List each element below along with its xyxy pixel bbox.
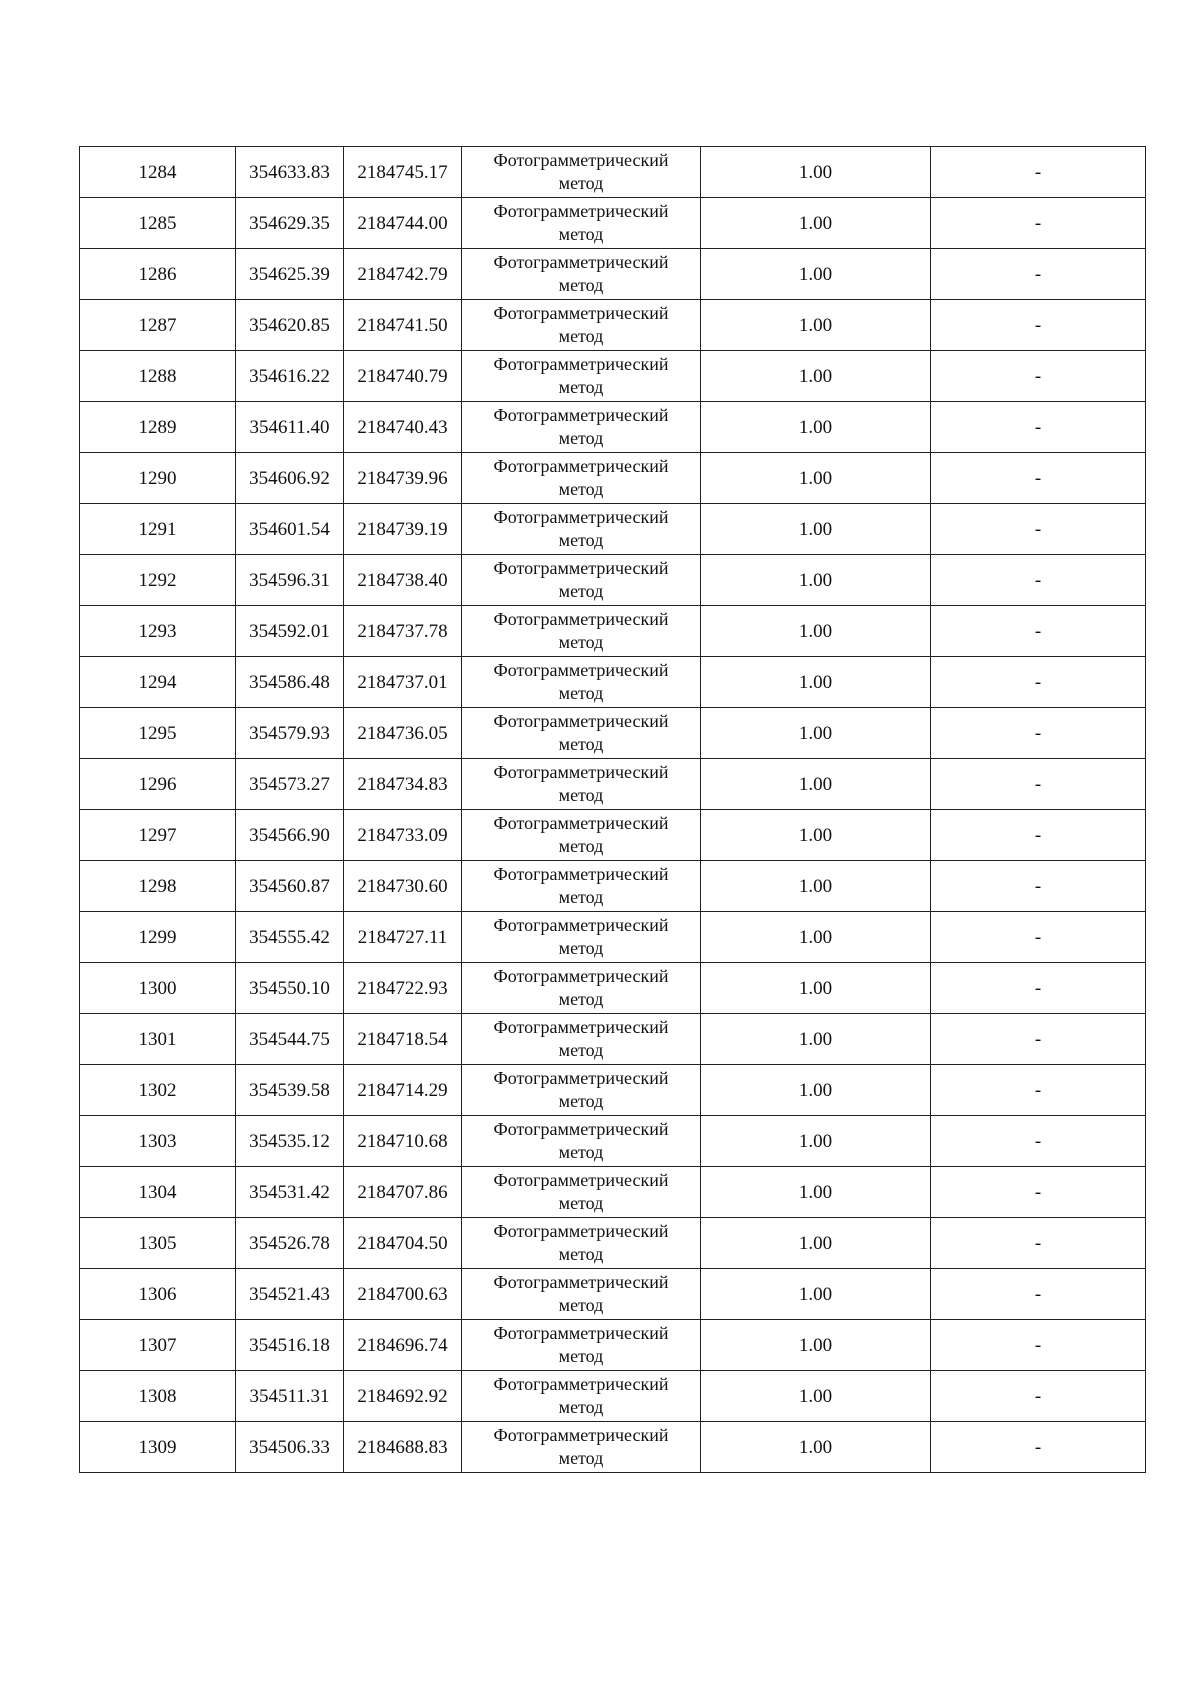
x-coordinate-cell: 354526.78	[236, 1218, 344, 1269]
method-cell	[462, 963, 701, 1014]
point-number-cell: 1305	[80, 1218, 236, 1269]
y-coordinate-cell: 2184707.86	[344, 1167, 462, 1218]
method-label-line2: метод	[558, 734, 604, 754]
x-coordinate-cell: 354560.87	[236, 861, 344, 912]
method-label-line2: метод	[558, 1040, 604, 1060]
accuracy-cell: 1.00	[701, 1422, 931, 1473]
point-number-cell: 1287	[80, 300, 236, 351]
y-coordinate-cell: 2184727.11	[344, 912, 462, 963]
table-row	[80, 606, 1146, 657]
point-number-cell: 1291	[80, 504, 236, 555]
method-cell	[462, 1167, 701, 1218]
note-cell: -	[931, 1167, 1146, 1218]
point-number-cell: 1289	[80, 402, 236, 453]
method-label-line1: Фотограмметрический	[493, 1017, 669, 1037]
method-label-line1: Фотограмметрический	[493, 762, 669, 782]
method-label-line1: Фотограмметрический	[493, 966, 669, 986]
method-label-line1: Фотограмметрический	[493, 1374, 669, 1394]
note-cell: -	[931, 198, 1146, 249]
method-label-line2: метод	[558, 581, 604, 601]
y-coordinate-cell: 2184739.19	[344, 504, 462, 555]
accuracy-cell: 1.00	[701, 300, 931, 351]
method-label-line2: метод	[558, 683, 604, 703]
method-label-line1: Фотограмметрический	[493, 456, 669, 476]
table-row	[80, 453, 1146, 504]
accuracy-cell: 1.00	[701, 1269, 931, 1320]
accuracy-cell: 1.00	[701, 147, 931, 198]
method-cell	[462, 249, 701, 300]
point-number-cell: 1308	[80, 1371, 236, 1422]
method-cell	[462, 1371, 701, 1422]
method-label-line1: Фотограмметрический	[493, 1323, 669, 1343]
method-label-line1: Фотограмметрический	[493, 1221, 669, 1241]
y-coordinate-cell: 2184739.96	[344, 453, 462, 504]
table-row	[80, 912, 1146, 963]
table-row	[80, 198, 1146, 249]
y-coordinate-cell: 2184700.63	[344, 1269, 462, 1320]
accuracy-cell: 1.00	[701, 1371, 931, 1422]
x-coordinate-cell: 354531.42	[236, 1167, 344, 1218]
x-coordinate-cell: 354550.10	[236, 963, 344, 1014]
table-row	[80, 1269, 1146, 1320]
method-label-line1: Фотограмметрический	[493, 354, 669, 374]
x-coordinate-cell: 354592.01	[236, 606, 344, 657]
table-row	[80, 351, 1146, 402]
point-number-cell: 1285	[80, 198, 236, 249]
point-number-cell: 1309	[80, 1422, 236, 1473]
method-cell	[462, 759, 701, 810]
method-label-line1: Фотограмметрический	[493, 711, 669, 731]
x-coordinate-cell: 354573.27	[236, 759, 344, 810]
accuracy-cell: 1.00	[701, 810, 931, 861]
method-label-line2: метод	[558, 938, 604, 958]
accuracy-cell: 1.00	[701, 1167, 931, 1218]
method-label-line1: Фотограмметрический	[493, 1068, 669, 1088]
method-label-line2: метод	[558, 275, 604, 295]
method-label-line2: метод	[558, 1448, 604, 1468]
note-cell: -	[931, 1065, 1146, 1116]
table-row	[80, 1116, 1146, 1167]
method-label-line1: Фотограмметрический	[493, 405, 669, 425]
method-label-line2: метод	[558, 632, 604, 652]
method-label-line1: Фотограмметрический	[493, 609, 669, 629]
method-cell	[462, 1065, 701, 1116]
accuracy-cell: 1.00	[701, 1320, 931, 1371]
point-number-cell: 1298	[80, 861, 236, 912]
method-label-line1: Фотограмметрический	[493, 150, 669, 170]
method-label-line1: Фотограмметрический	[493, 660, 669, 680]
point-number-cell: 1295	[80, 708, 236, 759]
x-coordinate-cell: 354625.39	[236, 249, 344, 300]
note-cell: -	[931, 1320, 1146, 1371]
coordinates-table	[79, 146, 1146, 1473]
method-label-line1: Фотограмметрический	[493, 303, 669, 323]
note-cell: -	[931, 912, 1146, 963]
note-cell: -	[931, 810, 1146, 861]
table-body	[80, 147, 1146, 1473]
accuracy-cell: 1.00	[701, 351, 931, 402]
accuracy-cell: 1.00	[701, 1218, 931, 1269]
point-number-cell: 1306	[80, 1269, 236, 1320]
method-cell	[462, 1320, 701, 1371]
accuracy-cell: 1.00	[701, 657, 931, 708]
note-cell: -	[931, 708, 1146, 759]
method-cell	[462, 351, 701, 402]
note-cell: -	[931, 963, 1146, 1014]
y-coordinate-cell: 2184688.83	[344, 1422, 462, 1473]
method-cell	[462, 147, 701, 198]
point-number-cell: 1286	[80, 249, 236, 300]
method-cell	[462, 912, 701, 963]
method-label-line2: метод	[558, 887, 604, 907]
table-row	[80, 708, 1146, 759]
method-label-line1: Фотограмметрический	[493, 1425, 669, 1445]
x-coordinate-cell: 354596.31	[236, 555, 344, 606]
method-label-line2: метод	[558, 836, 604, 856]
method-label-line2: метод	[558, 377, 604, 397]
accuracy-cell: 1.00	[701, 861, 931, 912]
method-cell	[462, 861, 701, 912]
point-number-cell: 1299	[80, 912, 236, 963]
method-label-line2: метод	[558, 224, 604, 244]
method-cell	[462, 1269, 701, 1320]
x-coordinate-cell: 354629.35	[236, 198, 344, 249]
point-number-cell: 1293	[80, 606, 236, 657]
note-cell: -	[931, 1116, 1146, 1167]
point-number-cell: 1296	[80, 759, 236, 810]
x-coordinate-cell: 354555.42	[236, 912, 344, 963]
note-cell: -	[931, 402, 1146, 453]
point-number-cell: 1304	[80, 1167, 236, 1218]
y-coordinate-cell: 2184692.92	[344, 1371, 462, 1422]
accuracy-cell: 1.00	[701, 555, 931, 606]
method-label-line2: метод	[558, 785, 604, 805]
y-coordinate-cell: 2184741.50	[344, 300, 462, 351]
method-cell	[462, 708, 701, 759]
note-cell: -	[931, 453, 1146, 504]
x-coordinate-cell: 354511.31	[236, 1371, 344, 1422]
y-coordinate-cell: 2184740.79	[344, 351, 462, 402]
x-coordinate-cell: 354539.58	[236, 1065, 344, 1116]
y-coordinate-cell: 2184722.93	[344, 963, 462, 1014]
method-label-line2: метод	[558, 1244, 604, 1264]
method-cell	[462, 1014, 701, 1065]
table-row	[80, 1422, 1146, 1473]
point-number-cell: 1301	[80, 1014, 236, 1065]
note-cell: -	[931, 147, 1146, 198]
method-cell	[462, 402, 701, 453]
accuracy-cell: 1.00	[701, 504, 931, 555]
point-number-cell: 1284	[80, 147, 236, 198]
point-number-cell: 1294	[80, 657, 236, 708]
table-row	[80, 504, 1146, 555]
accuracy-cell: 1.00	[701, 606, 931, 657]
method-cell	[462, 810, 701, 861]
accuracy-cell: 1.00	[701, 249, 931, 300]
x-coordinate-cell: 354611.40	[236, 402, 344, 453]
method-label-line2: метод	[558, 326, 604, 346]
x-coordinate-cell: 354535.12	[236, 1116, 344, 1167]
table-row	[80, 1218, 1146, 1269]
method-label-line2: метод	[558, 1295, 604, 1315]
note-cell: -	[931, 504, 1146, 555]
point-number-cell: 1307	[80, 1320, 236, 1371]
note-cell: -	[931, 1371, 1146, 1422]
note-cell: -	[931, 1218, 1146, 1269]
method-label-line1: Фотограмметрический	[493, 915, 669, 935]
table-row	[80, 1320, 1146, 1371]
y-coordinate-cell: 2184710.68	[344, 1116, 462, 1167]
method-cell	[462, 453, 701, 504]
x-coordinate-cell: 354521.43	[236, 1269, 344, 1320]
note-cell: -	[931, 249, 1146, 300]
y-coordinate-cell: 2184714.29	[344, 1065, 462, 1116]
y-coordinate-cell: 2184736.05	[344, 708, 462, 759]
y-coordinate-cell: 2184696.74	[344, 1320, 462, 1371]
y-coordinate-cell: 2184704.50	[344, 1218, 462, 1269]
accuracy-cell: 1.00	[701, 963, 931, 1014]
x-coordinate-cell: 354579.93	[236, 708, 344, 759]
method-label-line2: метод	[558, 479, 604, 499]
method-label-line2: метод	[558, 1193, 604, 1213]
method-label-line2: метод	[558, 1142, 604, 1162]
method-cell	[462, 1218, 701, 1269]
table-row	[80, 300, 1146, 351]
point-number-cell: 1300	[80, 963, 236, 1014]
table-row	[80, 555, 1146, 606]
method-cell	[462, 555, 701, 606]
point-number-cell: 1297	[80, 810, 236, 861]
table-row	[80, 1065, 1146, 1116]
method-cell	[462, 300, 701, 351]
accuracy-cell: 1.00	[701, 453, 931, 504]
method-label-line2: метод	[558, 989, 604, 1009]
method-label-line1: Фотограмметрический	[493, 864, 669, 884]
y-coordinate-cell: 2184738.40	[344, 555, 462, 606]
table-row	[80, 1014, 1146, 1065]
y-coordinate-cell: 2184730.60	[344, 861, 462, 912]
method-label-line2: метод	[558, 530, 604, 550]
note-cell: -	[931, 759, 1146, 810]
accuracy-cell: 1.00	[701, 1065, 931, 1116]
x-coordinate-cell: 354633.83	[236, 147, 344, 198]
method-cell	[462, 1422, 701, 1473]
table-row	[80, 1371, 1146, 1422]
x-coordinate-cell: 354586.48	[236, 657, 344, 708]
table-row	[80, 810, 1146, 861]
method-cell	[462, 1116, 701, 1167]
method-label-line2: метод	[558, 428, 604, 448]
method-label-line2: метод	[558, 1397, 604, 1417]
x-coordinate-cell: 354506.33	[236, 1422, 344, 1473]
method-label-line1: Фотограмметрический	[493, 813, 669, 833]
accuracy-cell: 1.00	[701, 708, 931, 759]
table-row	[80, 402, 1146, 453]
accuracy-cell: 1.00	[701, 759, 931, 810]
y-coordinate-cell: 2184733.09	[344, 810, 462, 861]
x-coordinate-cell: 354606.92	[236, 453, 344, 504]
note-cell: -	[931, 300, 1146, 351]
y-coordinate-cell: 2184744.00	[344, 198, 462, 249]
note-cell: -	[931, 606, 1146, 657]
accuracy-cell: 1.00	[701, 1014, 931, 1065]
accuracy-cell: 1.00	[701, 1116, 931, 1167]
table-row	[80, 1167, 1146, 1218]
method-label-line1: Фотограмметрический	[493, 1272, 669, 1292]
method-cell	[462, 606, 701, 657]
point-number-cell: 1292	[80, 555, 236, 606]
note-cell: -	[931, 351, 1146, 402]
accuracy-cell: 1.00	[701, 402, 931, 453]
method-label-line1: Фотограмметрический	[493, 201, 669, 221]
note-cell: -	[931, 657, 1146, 708]
table-row	[80, 249, 1146, 300]
point-number-cell: 1303	[80, 1116, 236, 1167]
x-coordinate-cell: 354544.75	[236, 1014, 344, 1065]
note-cell: -	[931, 1014, 1146, 1065]
method-label-line1: Фотограмметрический	[493, 558, 669, 578]
x-coordinate-cell: 354601.54	[236, 504, 344, 555]
method-cell	[462, 657, 701, 708]
y-coordinate-cell: 2184740.43	[344, 402, 462, 453]
y-coordinate-cell: 2184737.78	[344, 606, 462, 657]
method-cell	[462, 504, 701, 555]
table-row	[80, 861, 1146, 912]
note-cell: -	[931, 1422, 1146, 1473]
point-number-cell: 1302	[80, 1065, 236, 1116]
y-coordinate-cell: 2184734.83	[344, 759, 462, 810]
y-coordinate-cell: 2184737.01	[344, 657, 462, 708]
note-cell: -	[931, 1269, 1146, 1320]
method-cell	[462, 198, 701, 249]
method-label-line1: Фотограмметрический	[493, 1119, 669, 1139]
y-coordinate-cell: 2184742.79	[344, 249, 462, 300]
accuracy-cell: 1.00	[701, 912, 931, 963]
x-coordinate-cell: 354616.22	[236, 351, 344, 402]
table-row	[80, 657, 1146, 708]
method-label-line1: Фотограмметрический	[493, 507, 669, 527]
table-row	[80, 147, 1146, 198]
x-coordinate-cell: 354566.90	[236, 810, 344, 861]
method-label-line1: Фотограмметрический	[493, 252, 669, 272]
method-label-line2: метод	[558, 1346, 604, 1366]
accuracy-cell: 1.00	[701, 198, 931, 249]
method-label-line2: метод	[558, 1091, 604, 1111]
table-row	[80, 759, 1146, 810]
method-label-line1: Фотограмметрический	[493, 1170, 669, 1190]
method-label-line2: метод	[558, 173, 604, 193]
y-coordinate-cell: 2184745.17	[344, 147, 462, 198]
x-coordinate-cell: 354516.18	[236, 1320, 344, 1371]
note-cell: -	[931, 861, 1146, 912]
note-cell: -	[931, 555, 1146, 606]
x-coordinate-cell: 354620.85	[236, 300, 344, 351]
point-number-cell: 1290	[80, 453, 236, 504]
y-coordinate-cell: 2184718.54	[344, 1014, 462, 1065]
point-number-cell: 1288	[80, 351, 236, 402]
table-row	[80, 963, 1146, 1014]
